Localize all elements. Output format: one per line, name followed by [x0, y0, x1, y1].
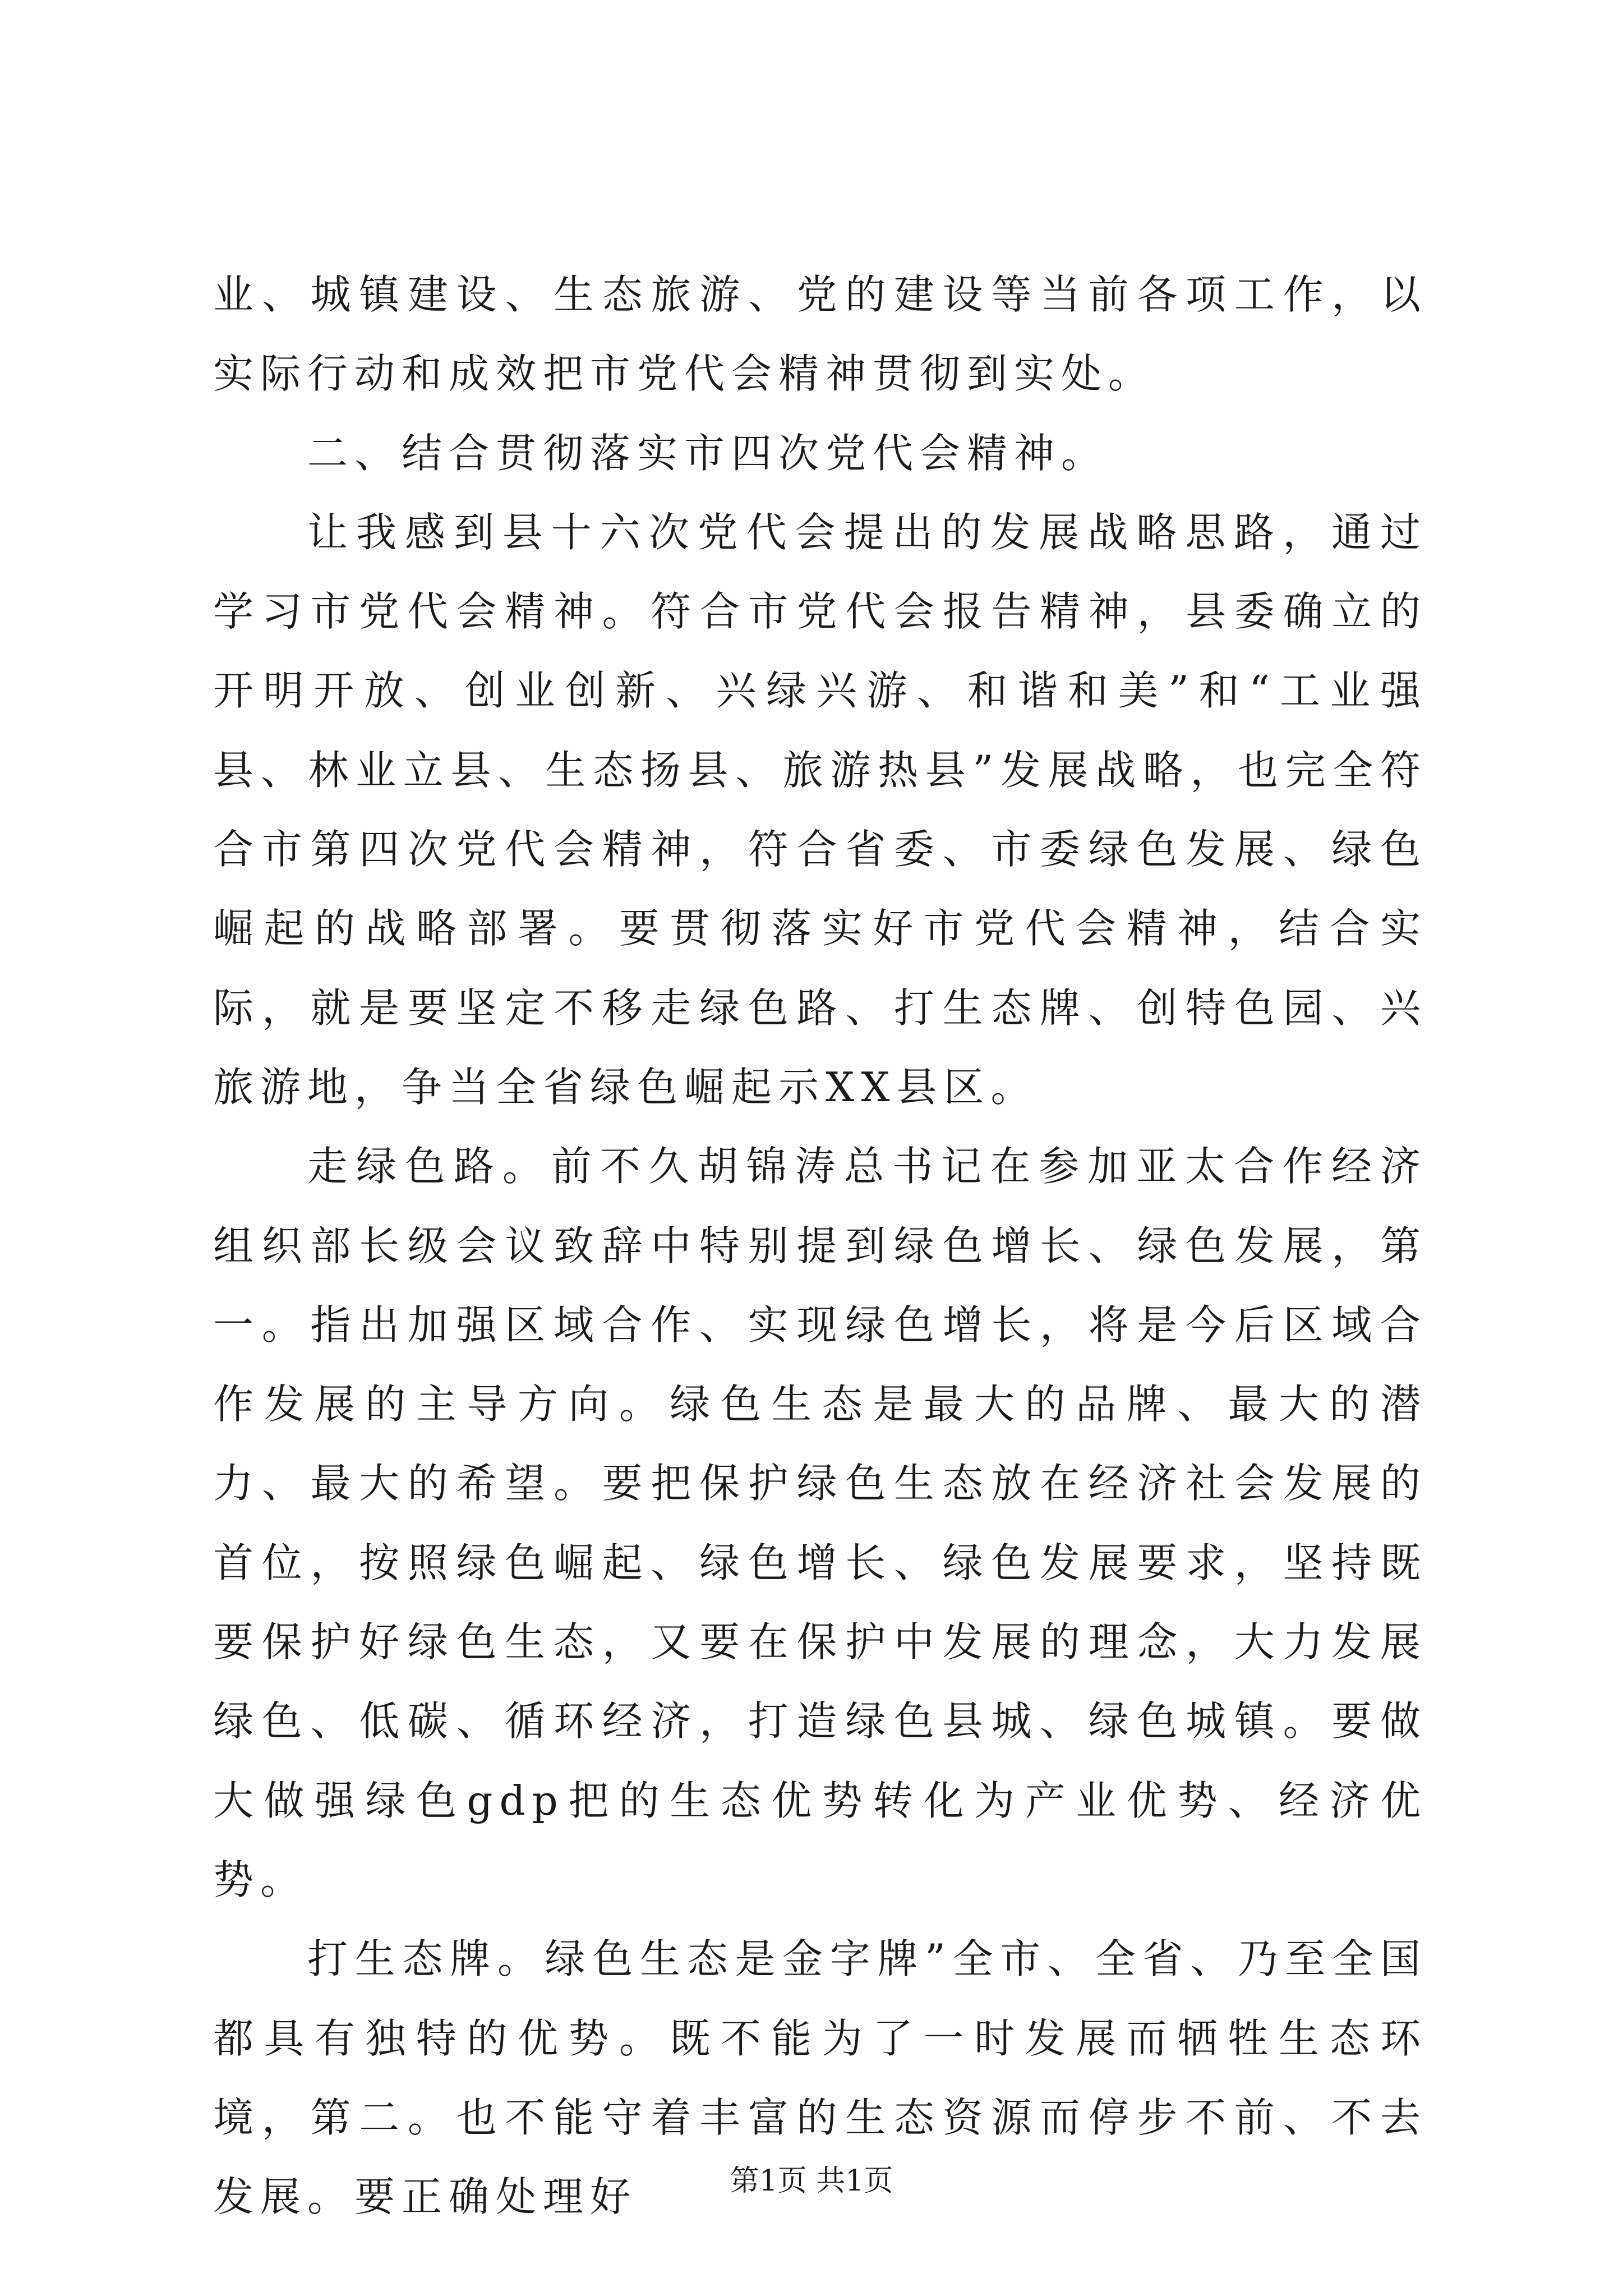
paragraph-3: 让我感到县十六次党代会提出的发展战略思路，通过学习市党代会精神。符合市党代会报告精神，县委确立的开明开放、创业创新、兴绿兴游、和谐和美”和“工业强县、林业立县、生态扬县、旅游热县”发展战略，也完全符合市第四次党代会精神，符合省委、市委绿色发展、绿色崛起的战略部署。要贯彻落实好市党代会精神，结合实际，就是要坚定不移走绿色路、打生态牌、创特色园、兴旅游地，争当全省绿色崛起示XX县区。: [213, 508, 1427, 1111]
paragraph-4: 走绿色路。前不久胡锦涛总书记在参加亚太合作经济组织部长级会议致辞中特别提到绿色增长、绿色发展，第一。指出加强区域合作、实现绿色增长，将是今后区域合作发展的主导方向。绿色生态是最大的品牌、最大的潜力、最大的希望。要把保护绿色生态放在经济社会发展的首位，按照绿色崛起、绿色增长、绿色发展要求，坚持既要保护好绿色生态，又要在保护中发展的理念，大力发展绿色、低碳、循环经济，打造绿色县城、绿色城镇。要做大做强绿色gdp把的生态优势转化为产业优势、经济优势。: [213, 1143, 1427, 1903]
paragraph-5: 打生态牌。绿色生态是金字牌”全市、全省、乃至全国都具有独特的优势。既不能为了一时发展而牺牲生态环境，第二。也不能守着丰富的生态资源而停步不前、不去发展。要正确处理好: [213, 1935, 1427, 2221]
document-body: [213, 255, 1427, 2237]
page-footer: 第1页 共1页: [730, 2164, 893, 2198]
paragraph-1: 业、城镇建设、生态旅游、党的建设等当前各项工作，以实际行动和成效把市党代会精神贯彻到实处。: [213, 271, 1427, 398]
paragraph-2-heading: 二、结合贯彻落实市四次党代会精神。: [307, 429, 1109, 477]
